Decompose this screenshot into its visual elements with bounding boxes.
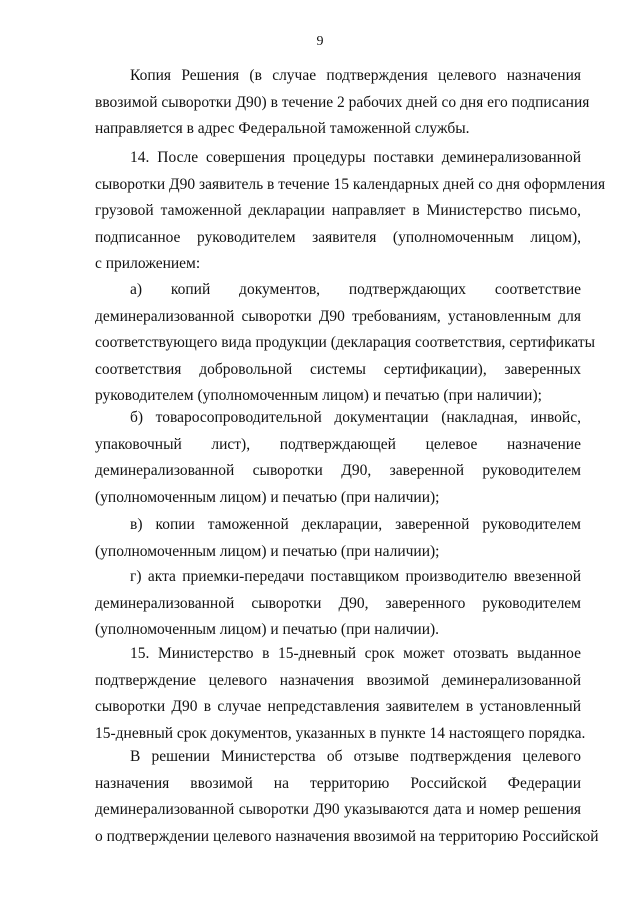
text-line: г) акта приемки-передачи поставщиком производителю ввезенной — [130, 568, 581, 585]
text-line: с приложением: — [95, 255, 201, 272]
paragraph-revocation-decision — [95, 744, 599, 850]
paragraph-subitem-b — [95, 405, 581, 511]
paragraph-subitem-g — [95, 564, 581, 644]
text-line: о подтверждении целевого назначения ввозимой на территорию Российской — [95, 827, 599, 845]
text-line: (уполномоченным лицом) и печатью (при наличии); — [95, 542, 440, 560]
text-line: В решении Министерства об отзыве подтверждения целевого — [130, 748, 581, 765]
text-line: в) копии таможенной декларации, заверенной руководителем — [130, 516, 581, 533]
paragraph-subitem-a — [95, 277, 596, 410]
text-line: сыворотки Д90 заявитель в течение 15 календарных дней со дня оформления — [95, 175, 606, 193]
text-line: деминерализованной сыворотки Д90, заверенной руководителем — [95, 462, 581, 479]
text-line: 15-дневный срок документов, указанных в пункте 14 настоящего порядка. — [95, 724, 586, 742]
paragraph-subitem-v — [95, 512, 581, 565]
text-line: подписанное руководителем заявителя (уполномоченным лицом), — [95, 228, 581, 246]
text-line: ввозимой сыворотки Д90) в течение 2 рабочих дней со дня его подписания — [95, 93, 590, 111]
text-line: 15. Министерство в 15-дневный срок может отозвать выданное — [130, 645, 581, 662]
text-line: Копия Решения (в случае подтверждения целевого назначения — [130, 67, 581, 84]
text-line: упаковочный лист), подтверждающей целевое назначение — [95, 435, 581, 453]
text-line: грузовой таможенной декларации направляет в Министерство письмо, — [95, 202, 581, 219]
paragraph-item-15 — [95, 641, 586, 747]
text-line: б) товаросопроводительной документации (накладная, инвойс, — [130, 409, 581, 426]
text-line: деминерализованной сыворотки Д90 требованиям, установленным для — [95, 307, 581, 325]
paragraph-item-14 — [95, 145, 606, 278]
text-line: подтверждение целевого назначения ввозимой деминерализованной — [95, 671, 581, 689]
page-number: 9 — [316, 34, 324, 49]
text-line: деминерализованной сыворотки Д90 указываются дата и номер решения — [95, 801, 581, 818]
text-line: а) копий документов, подтверждающих соответствие — [130, 281, 581, 298]
text-line: руководителем (уполномоченным лицом) и печатью (при наличии); — [95, 387, 542, 404]
text-line: соответствующего вида продукции (декларация соответствия, сертификаты — [95, 334, 596, 351]
text-line: (уполномоченным лицом) и печатью (при наличии); — [95, 488, 440, 506]
text-line: сыворотки Д90 в случае непредставления заявителем в установленный — [95, 698, 581, 715]
text-line: соответствия добровольной системы сертификации), заверенных — [95, 360, 581, 378]
text-line: 14. После совершения процедуры поставки деминерализованной — [130, 149, 581, 166]
text-line: деминерализованной сыворотки Д90, заверенного руководителем — [95, 594, 581, 612]
paragraph-copy-of-decision — [95, 63, 590, 143]
text-line: назначения ввозимой на территорию Российской Федерации — [95, 774, 581, 792]
text-line: направляется в адрес Федеральной таможенной службы. — [95, 120, 470, 137]
text-line: (уполномоченным лицом) и печатью (при наличии). — [95, 621, 440, 638]
